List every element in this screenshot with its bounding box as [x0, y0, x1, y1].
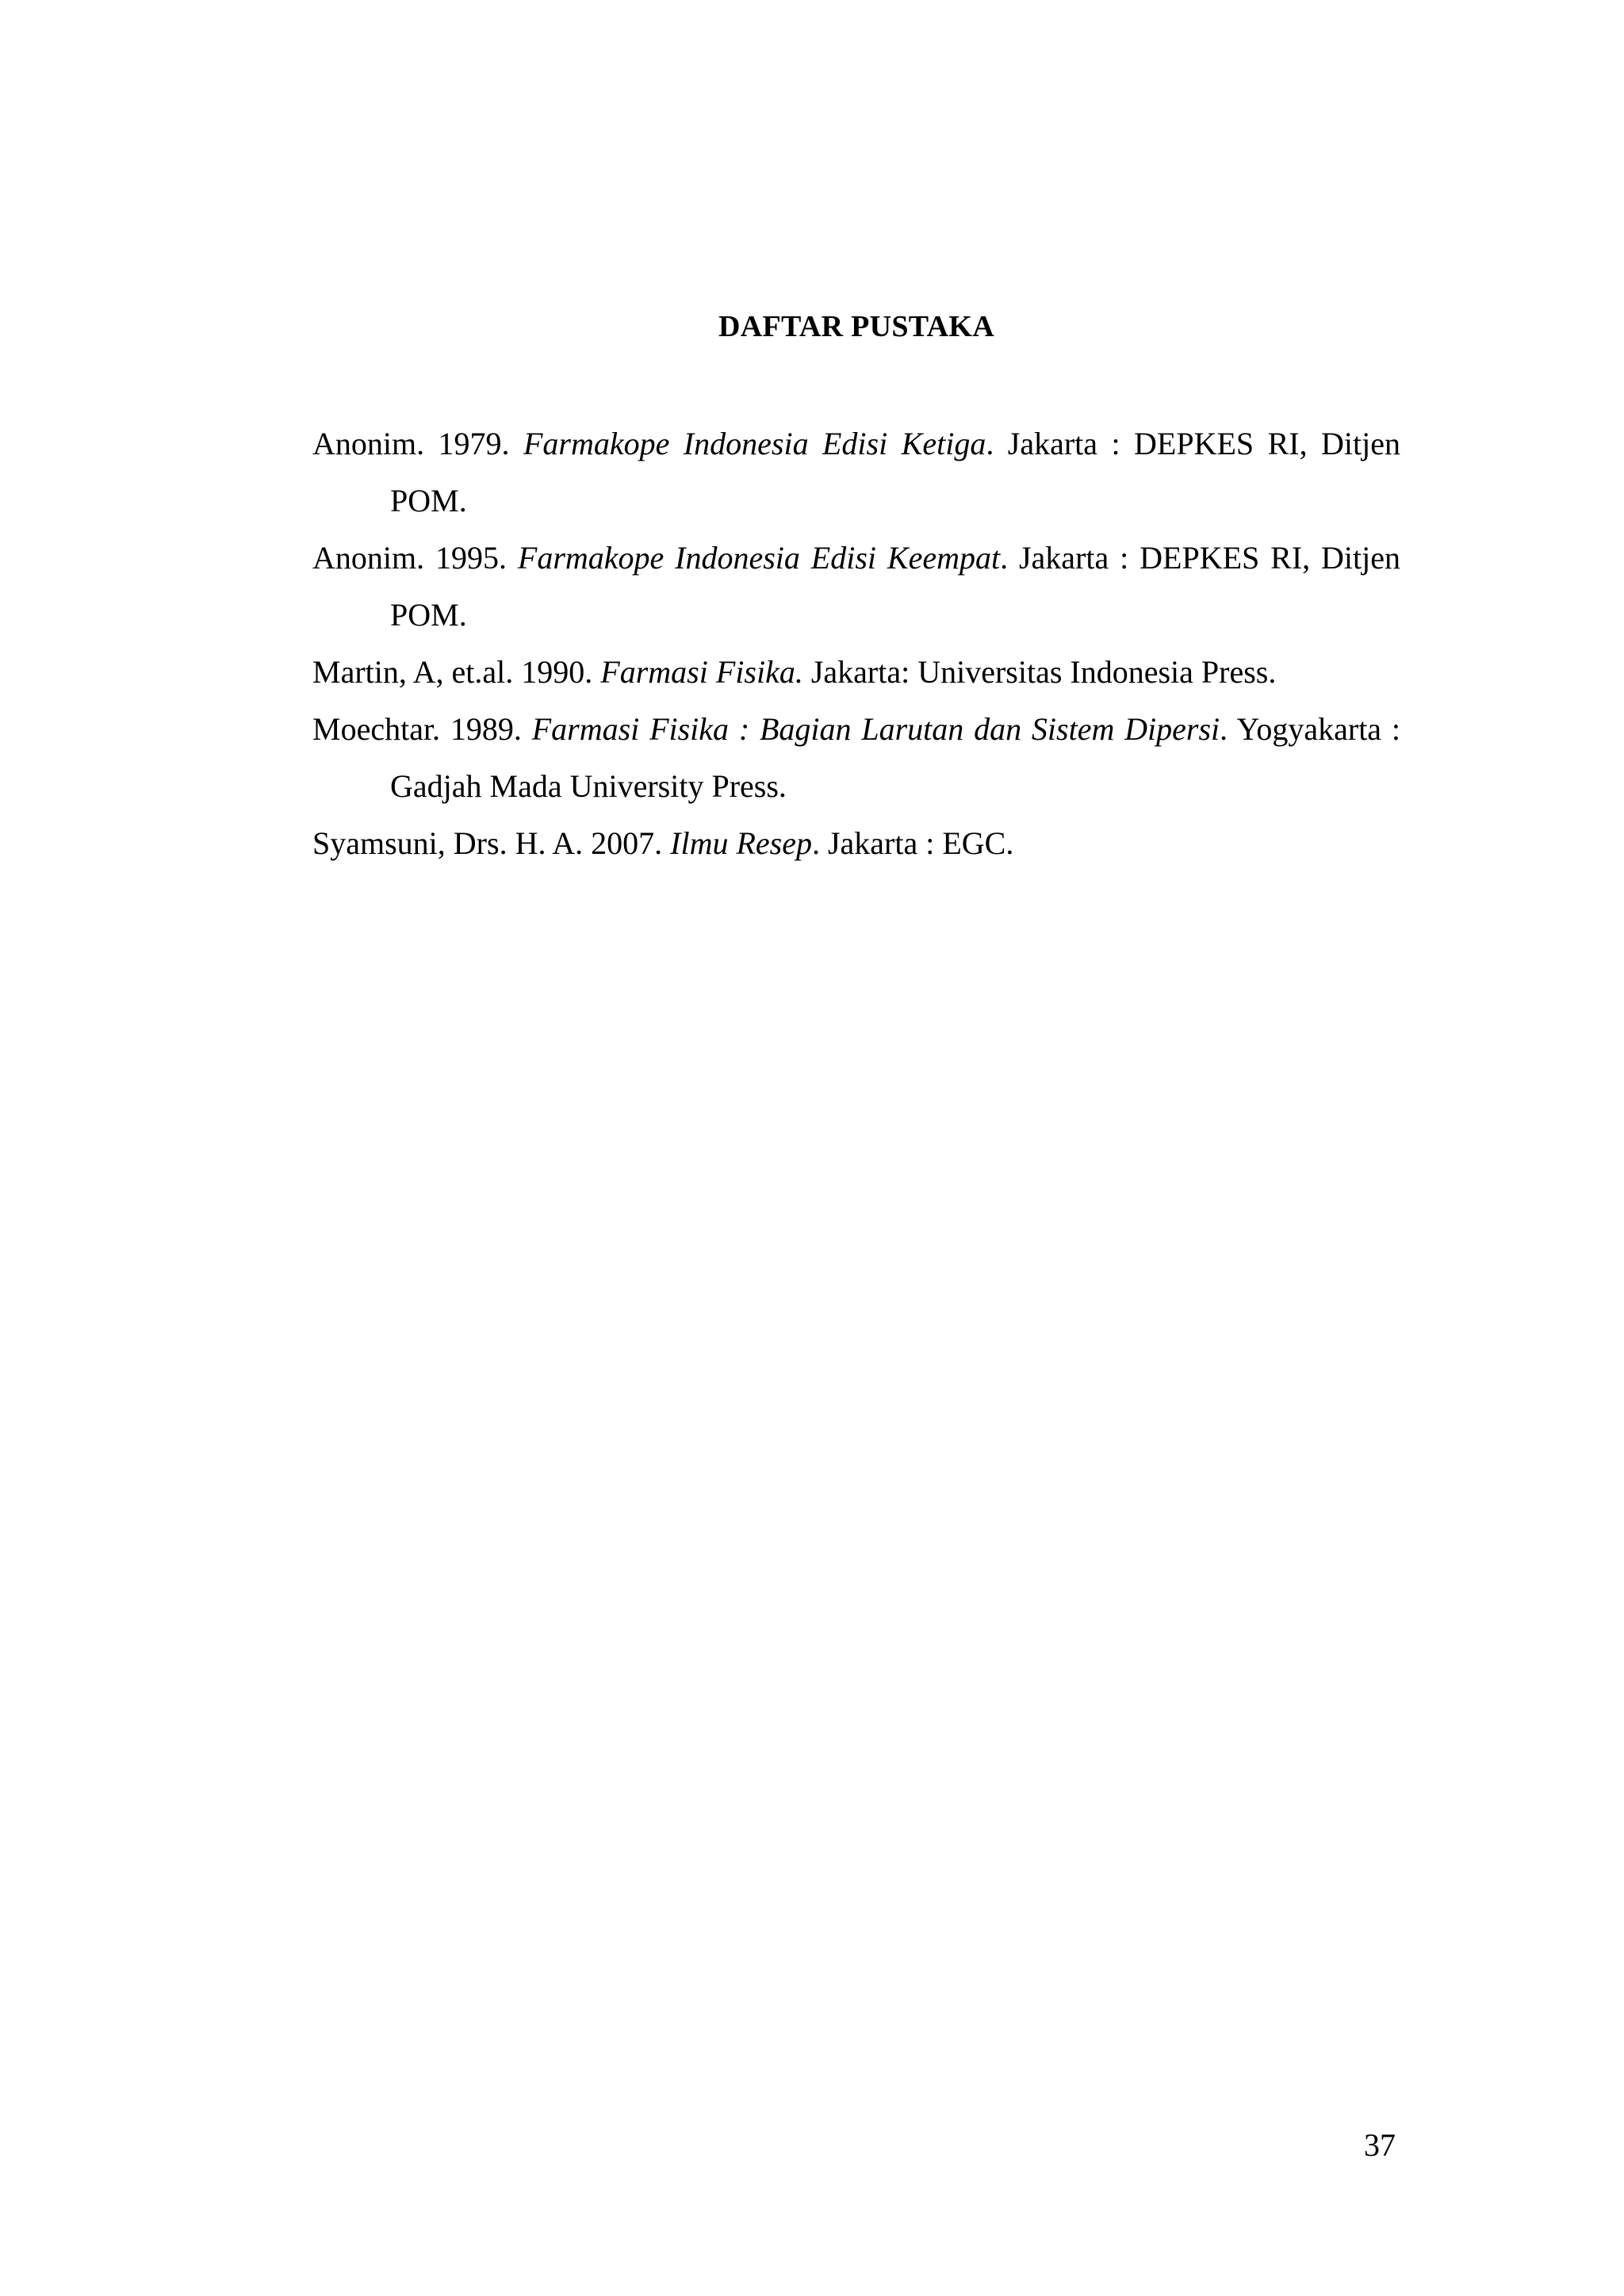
reference-tail: Jakarta: Universitas Indonesia Press. [802, 654, 1277, 690]
reference-tail: . Jakarta : DEPKES RI, Ditjen POM. [390, 426, 1400, 519]
page-number: 37 [1364, 2127, 1396, 2163]
reference-item [312, 701, 1400, 815]
reference-lead: Moechtar. 1989. [312, 711, 532, 747]
reference-list [312, 415, 1400, 872]
reference-lead: Anonim. 1979. [312, 426, 523, 461]
reference-lead: Anonim. 1995. [312, 540, 518, 576]
reference-title: Farmakope Indonesia Edisi Keempat [517, 540, 1001, 576]
reference-lead: Martin, A, et.al. 1990. [312, 654, 601, 690]
reference-tail: . Jakarta : EGC. [811, 825, 1014, 861]
reference-title: Farmasi Fisika. [600, 654, 803, 690]
reference-item [312, 415, 1400, 530]
page-title: DAFTAR PUSTAKA [718, 310, 994, 343]
reference-tail: . Jakarta : DEPKES RI, Ditjen POM. [390, 540, 1401, 633]
reference-lead: Syamsuni, Drs. H. A. 2007. [312, 825, 671, 861]
reference-item [312, 644, 1400, 701]
reference-title: Farmasi Fisika : Bagian Larutan dan Sistem Dipersi [531, 711, 1220, 747]
reference-title: Ilmu Resep [670, 825, 812, 861]
reference-item [312, 530, 1400, 644]
reference-tail: . Yogyakarta : Gadjah Mada University Press. [390, 711, 1400, 804]
reference-title: Farmakope Indonesia Edisi Ketiga [523, 426, 986, 461]
reference-item [312, 815, 1400, 872]
